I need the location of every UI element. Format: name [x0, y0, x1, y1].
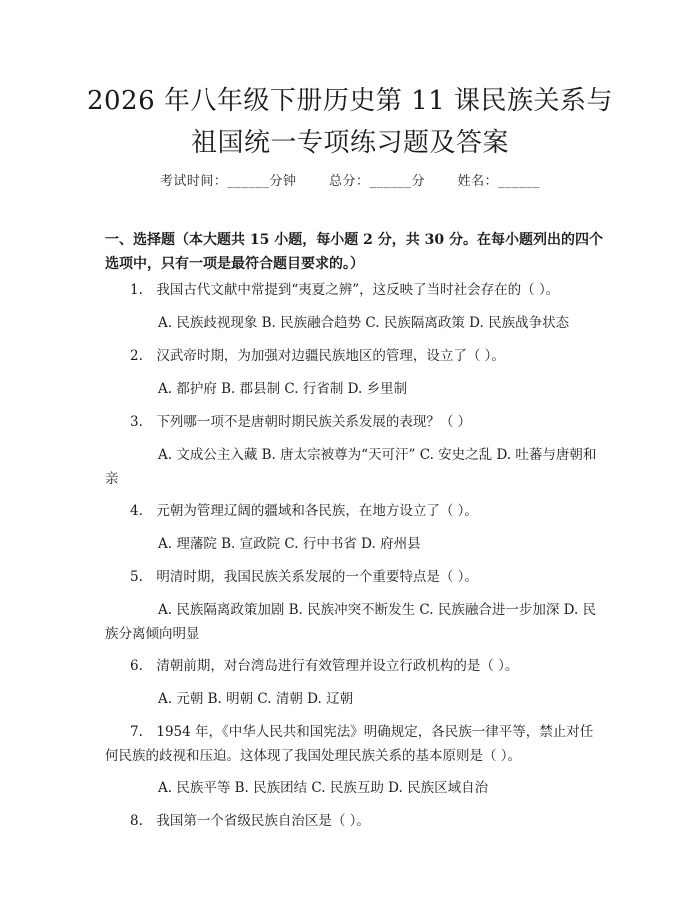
student-name: 姓名：______ [457, 174, 541, 189]
question-3: 3. 下列哪一项不是唐朝时期民族关系发展的表现？（ ） [130, 414, 472, 430]
exam-meta [0, 170, 700, 189]
question-8: 8. 我国第一个省级民族自治区是（ ）。 [130, 813, 370, 829]
exam-score: 总分：______分 [328, 174, 425, 189]
options-5: A. 民族隔离政策加剧 B. 民族冲突不断发生 C. 民族融合进一步加深 D. 民族分离倾向明显 [105, 602, 597, 642]
options-6: A. 元朝 B. 明朝 C. 清朝 D. 辽朝 [158, 691, 354, 707]
question-2: 2. 汉武帝时期，为加强对边疆民族地区的管理，设立了（ ）。 [130, 348, 505, 364]
question-1: 1. 我国古代文献中常提到“夷夏之辨”，这反映了当时社会存在的（ ）。 [130, 282, 560, 298]
options-1: A. 民族歧视现象 B. 民族融合趋势 C. 民族隔离政策 D. 民族战争状态 [158, 315, 570, 331]
title-line-2: 祖国统一专项练习题及答案 [190, 128, 509, 158]
exam-time: 考试时间：______分钟 [159, 174, 297, 189]
document-title [60, 80, 640, 164]
options-4: A. 理藩院 B. 宣政院 C. 行中书省 D. 府州县 [158, 536, 421, 552]
options-7: A. 民族平等 B. 民族团结 C. 民族互助 D. 民族区域自治 [158, 780, 489, 796]
question-7: 7. 1954 年，《中华人民共和国宪法》明确规定，各民族一律平等，禁止对任何民族的歧视和压迫。这体现了我国处理民族关系的基本原则是（ ）。 [105, 724, 594, 764]
options-2: A. 都护府 B. 郡县制 C. 行省制 D. 乡里制 [158, 381, 408, 397]
question-6: 6. 清朝前期，对台湾岛进行有效管理并设立行政机构的是（ ）。 [130, 658, 519, 674]
title-line-1: 2026 年八年级下册历史第 11 课民族关系与 [86, 86, 614, 116]
options-3: A. 文成公主入藏 B. 唐太宗被尊为“天可汗” C. 安史之乱 D. 吐蕃与唐朝和亲 [105, 447, 597, 487]
question-4: 4. 元朝为管理辽阔的疆域和各民族，在地方设立了（ ）。 [130, 503, 478, 519]
question-5: 5. 明清时期，我国民族关系发展的一个重要特点是（ ）。 [130, 569, 478, 585]
section-heading: 一、选择题（本大题共 15 小题，每小题 2 分，共 30 分。在每小题列出的四个选项中，只有一项是最符合题目要求的。） [105, 232, 603, 272]
